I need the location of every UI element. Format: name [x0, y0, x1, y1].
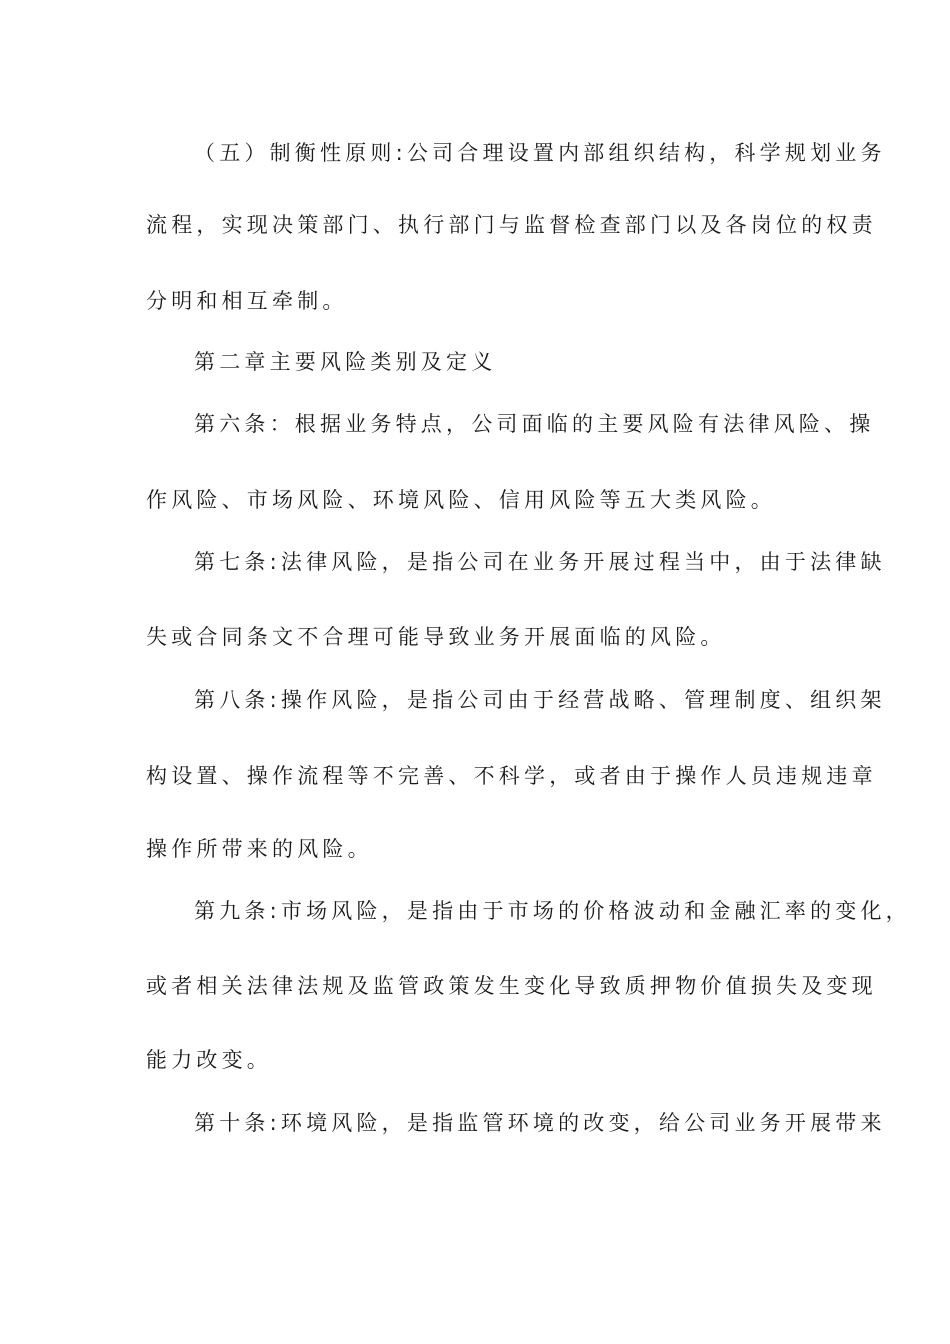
- article-7-line-2: 失或合同条文不合理可能导致业务开展面临的风险。: [146, 625, 726, 649]
- article-7-line-1: 第七条:法律风险，是指公司在业务开展过程当中，由于法律缺: [194, 550, 886, 574]
- paragraph-5-principle-line-1: （五）制衡性原则:公司合理设置内部组织结构，科学规划业务: [194, 141, 886, 165]
- article-8-line-3: 操作所带来的风险。: [146, 837, 373, 861]
- article-8-line-2: 构设置、操作流程等不完善、不科学，或者由于操作人员违规违章: [146, 764, 877, 788]
- chapter-2-heading: 第二章主要风险类别及定义: [194, 350, 497, 374]
- article-9-line-2: 或者相关法律法规及监管政策发生变化导致质押物价值损失及变现: [146, 974, 877, 998]
- article-10-line-1: 第十条:环境风险，是指监管环境的改变，给公司业务开展带来: [194, 1111, 886, 1135]
- article-6-line-1: 第六条：根据业务特点，公司面临的主要风险有法律风险、操: [194, 412, 875, 436]
- article-9-line-1: 第九条:市场风险，是指由于市场的价格波动和金融汇率的变化，: [194, 899, 911, 923]
- paragraph-5-principle-line-2: 流程，实现决策部门、执行部门与监督检查部门以及各岗位的权责: [146, 213, 877, 237]
- article-6-line-2: 作风险、市场风险、环境风险、信用风险等五大类风险。: [146, 488, 776, 512]
- article-8-line-1: 第八条:操作风险，是指公司由于经营战略、管理制度、组织架: [194, 688, 886, 712]
- article-9-line-3: 能力改变。: [146, 1048, 272, 1072]
- paragraph-5-principle-line-3: 分明和相互牵制。: [146, 289, 348, 313]
